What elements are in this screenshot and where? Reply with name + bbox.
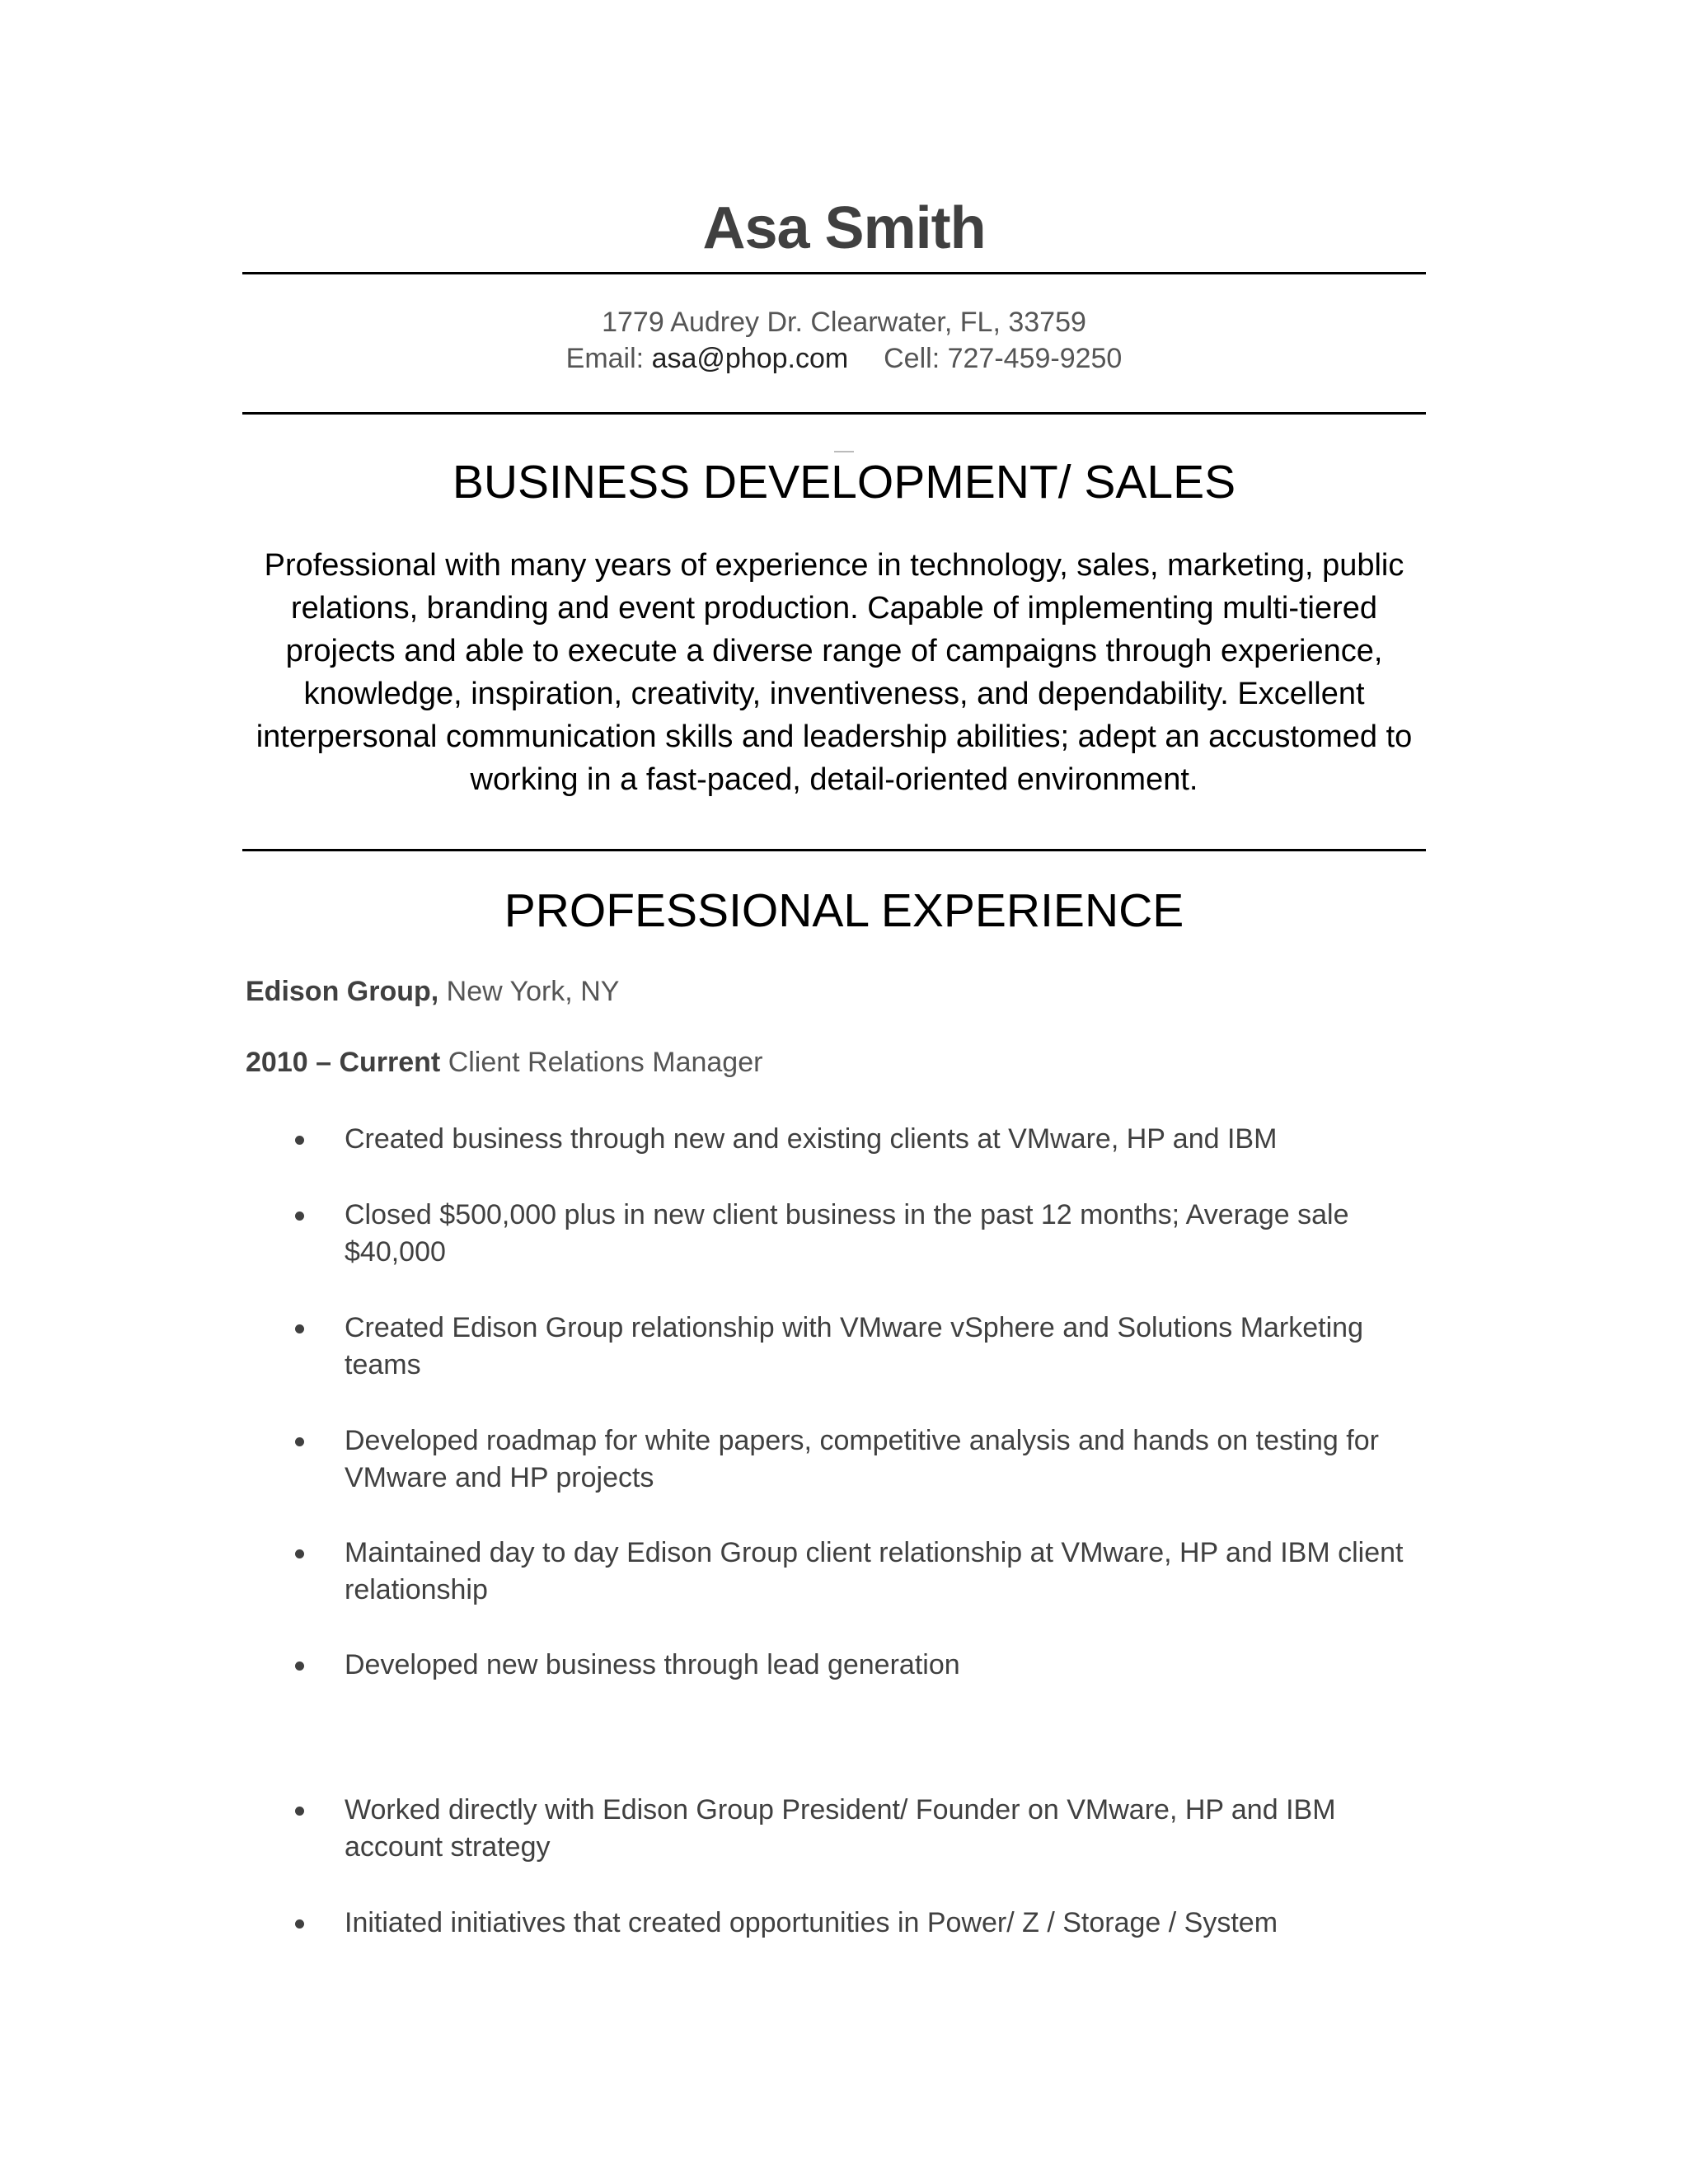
experience-bullet: Developed roadmap for white papers, competitive analysis and hands on testing for VMware and HP projects <box>345 1425 1379 1493</box>
email-link[interactable]: asa@phop.com <box>651 343 849 374</box>
experience-bullet: Initiated initiatives that created opportunities in Power/ Z / Storage / System <box>345 1907 1278 1938</box>
summary-text: Professional with many years of experience in technology, sales, marketing, public relations, branding and event production. Capable of implementing multi-tiered projects and able to execute a diverse range of campaigns through experience, knowledge, inspiration, creativity, inventiveness, and dependability. Excellent interpersonal communication skills and leadership abilities; adept an accustomed to working in a fast-paced, detail-oriented environment. <box>256 548 1413 797</box>
company-name: Edison Group, <box>246 976 439 1007</box>
bullet-icon <box>295 1549 304 1558</box>
bullet-icon <box>295 1661 304 1671</box>
role-line <box>246 1047 762 1079</box>
cell-label: Cell: <box>884 343 940 374</box>
experience-bullet: Created Edison Group relationship with VMware vSphere and Solutions Marketing teams <box>345 1312 1363 1380</box>
experience-title: PROFESSIONAL EXPERIENCE <box>504 884 1184 937</box>
summary-title: BUSINESS DEVELOPMENT/ SALES <box>452 456 1236 509</box>
experience-bullet: Created business through new and existing clients at VMware, HP and IBM <box>345 1123 1278 1155</box>
divider-mark <box>834 451 854 452</box>
experience-bullet: Developed new business through lead generation <box>345 1649 960 1680</box>
cell-number: 727-459-9250 <box>947 343 1123 374</box>
header-rule-top <box>242 272 1426 274</box>
bullet-icon <box>295 1919 304 1929</box>
email-label: Email: <box>565 343 645 374</box>
contact-line <box>0 343 1688 375</box>
bullet-icon <box>295 1807 304 1816</box>
experience-bullet: Maintained day to day Edison Group client relationship at VMware, HP and IBM client relationship <box>345 1537 1404 1605</box>
address-text: 1779 Audrey Dr. Clearwater, FL, 33759 <box>602 307 1086 338</box>
summary-rule <box>242 849 1426 851</box>
role-title: Client Relations Manager <box>448 1047 763 1078</box>
company-location: New York, NY <box>446 976 620 1007</box>
address-line <box>0 307 1688 339</box>
bullet-icon <box>295 1437 304 1446</box>
experience-bullet: Closed $500,000 plus in new client business in the past 12 months; Average sale $40,000 <box>345 1199 1349 1268</box>
header-rule-bottom <box>242 412 1426 415</box>
bullet-icon <box>295 1324 304 1333</box>
bullet-icon <box>295 1136 304 1145</box>
experience-bullet: Worked directly with Edison Group President/ Founder on VMware, HP and IBM account strategy <box>345 1794 1336 1863</box>
company-line <box>246 976 619 1008</box>
role-dates: 2010 – Current <box>246 1047 441 1078</box>
bullet-icon <box>295 1212 304 1221</box>
candidate-name: Asa Smith <box>702 195 986 261</box>
